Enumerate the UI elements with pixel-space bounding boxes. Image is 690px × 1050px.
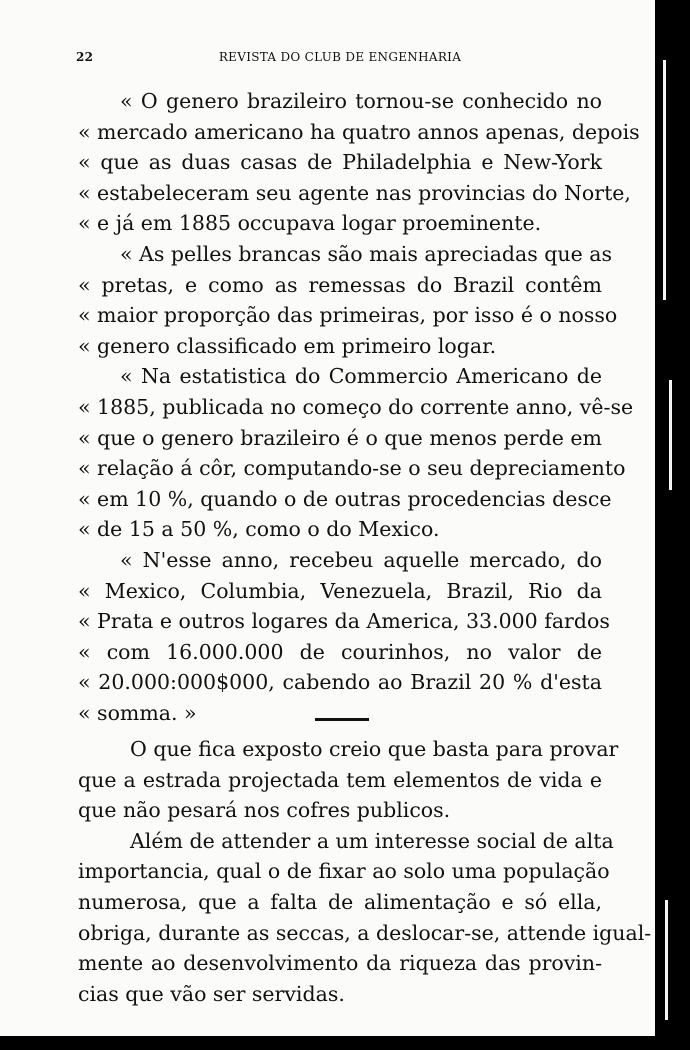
page-edge-mark <box>663 60 666 300</box>
quote-line: « Na estatistica do Commercio Americano de <box>120 364 602 389</box>
quote-line: « Mexico, Columbia, Venezuela, Brazil, Rio da <box>78 578 602 603</box>
quote-line: « que as duas casas de Philadelphia e New-York <box>78 150 602 175</box>
quote-line: « O genero brazileiro tornou-se conhecido no <box>120 89 602 113</box>
body-line: O que fica exposto creio que basta para provar <box>130 737 619 761</box>
quoted-passage <box>78 86 640 728</box>
body-line: que a estrada projectada tem elementos de vida e <box>78 767 602 792</box>
running-title: REVISTA DO CLUB DE ENGENHARIA <box>218 50 462 64</box>
quote-line: « pretas, e como as remessas do Brazil contêm <box>78 272 602 297</box>
body-paragraphs <box>78 734 652 1009</box>
quote-line: « maior proporção das primeiras, por isso é o nosso <box>78 303 618 328</box>
quote-line: « mercado americano ha quatro annos apenas, depois <box>78 119 640 144</box>
quote-line: « com 16.000.000 de courinhos, no valor de <box>78 639 602 664</box>
quote-line: « em 10 %, quando o de outras procedencias desce <box>78 486 612 511</box>
body-line: obriga, durante as seccas, a deslocar-se, attende igual- <box>78 920 652 945</box>
quote-line: « N'esse anno, recebeu aquelle mercado, do <box>120 547 602 572</box>
body-line: cias que vão ser servidas. <box>78 981 345 1006</box>
quote-line: « 1885, publicada no começo do corrente anno, vê-se <box>78 394 634 419</box>
body-line: importancia, qual o de fixar ao solo uma população <box>78 859 610 884</box>
body-line: numerosa, que a falta de alimentação e só ella, <box>78 889 602 914</box>
page-edge-mark <box>665 900 668 1020</box>
page-edge-mark <box>669 380 672 490</box>
body-line: que não pesará nos cofres publicos. <box>78 798 451 823</box>
quote-line: « As pelles brancas são mais apreciadas que as <box>120 241 613 266</box>
quote-line: « somma. » <box>78 700 197 725</box>
quote-line: « que o genero brazileiro é o que menos perde em <box>78 425 602 450</box>
page-header <box>76 50 604 70</box>
body-line: mente ao desenvolvimento da riqueza das provin- <box>78 951 602 976</box>
quote-line: « Prata e outros logares da America, 33.000 fardos <box>78 609 610 634</box>
page-number: 22 <box>76 50 94 64</box>
quote-line: « relação á côr, computando-se o seu depreciamento <box>78 456 626 481</box>
scan-border <box>655 0 690 1050</box>
quote-line: « 20.000:000$000, cabendo ao Brazil 20 % d'esta <box>78 670 602 695</box>
quote-line: « genero classificado em primeiro logar. <box>78 333 497 358</box>
section-divider <box>315 718 369 721</box>
quote-line: « e já em 1885 occupava logar proeminente. <box>78 211 542 236</box>
quote-line: « estabeleceram seu agente nas provincias do Norte, <box>78 180 631 205</box>
body-line: Além de attender a um interesse social de alta <box>130 828 614 853</box>
quote-line: « de 15 a 50 %, como o do Mexico. <box>78 517 440 542</box>
